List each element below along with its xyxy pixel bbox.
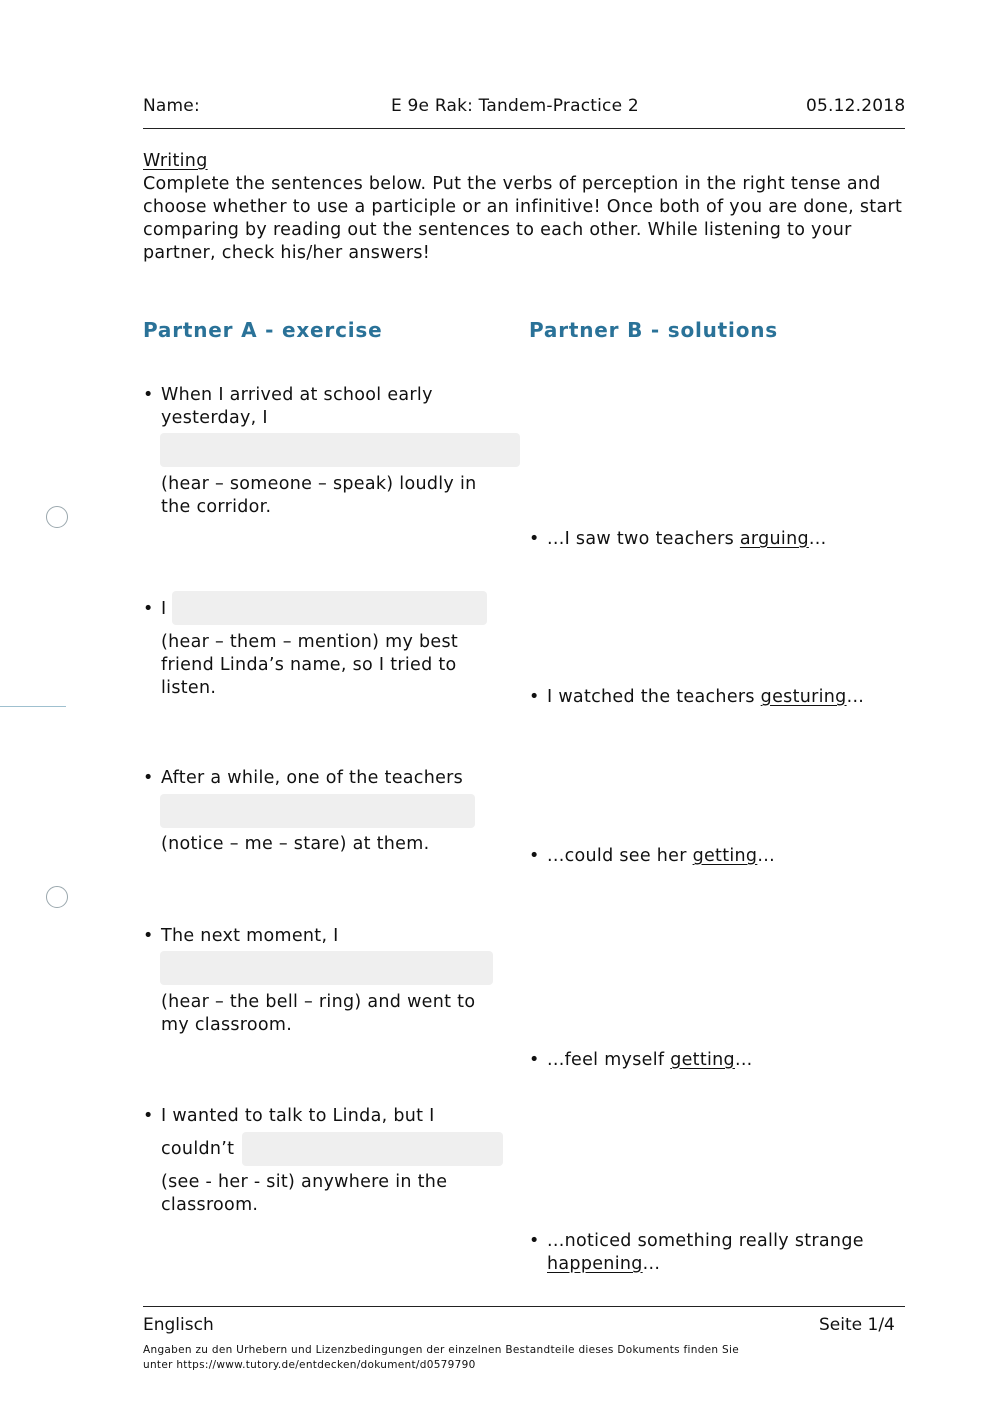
bullet: • [529, 1050, 540, 1070]
footer-attribution: Angaben zu den Urhebern und Lizenzbedingungen der einzelnen Bestandteile dieses Dokuments finden Sie unter https://www.tutory.de/entdecken/dokument/d0579790 [143, 1344, 739, 1371]
bullet: • [143, 1106, 154, 1126]
exercise-lead-line1: I wanted to talk to Linda, but I [161, 1106, 435, 1126]
bullet: • [143, 926, 154, 946]
exercise-lead: The next moment, I [161, 926, 339, 946]
solution-text: ...feel myself getting... [547, 1050, 753, 1070]
footer-page: Seite 1/4 [819, 1315, 895, 1335]
partner-a-heading: Partner A - exercise [143, 318, 383, 342]
bullet: • [143, 768, 154, 788]
fold-mark [0, 706, 66, 707]
exercise-hint: (see - her - sit) anywhere in the classroom. [161, 1172, 448, 1215]
footer-rule [143, 1306, 905, 1307]
exercise-hint: (hear – someone – speak) loudly in the corridor. [161, 474, 477, 517]
exercise-hint: (notice – me – stare) at them. [161, 834, 430, 854]
solution-text: ...I saw two teachers arguing... [547, 529, 827, 549]
answer-blank[interactable] [160, 794, 475, 828]
solution-answer: gesturing [760, 687, 847, 707]
solution-answer: getting [670, 1050, 735, 1070]
solution-text: I watched the teachers gesturing... [547, 687, 865, 707]
bullet: • [143, 385, 154, 405]
exercise-hint: (hear – the bell – ring) and went to my classroom. [161, 992, 476, 1035]
bullet: • [143, 599, 154, 619]
partner-b-heading: Partner B - solutions [529, 318, 778, 342]
exercise-lead-line2: couldn’t [161, 1139, 235, 1159]
punch-hole-mark-top [46, 506, 68, 528]
solution-answer: happening [547, 1254, 643, 1274]
instructions: Complete the sentences below. Put the verbs of perception in the right tense and choose whether to use a participle or an infinitive! Once both of you are done, start comparing by reading out the sentences to each other. While listening to your partner, check his/her answers! [143, 174, 903, 263]
solution-answer: arguing [739, 529, 809, 549]
answer-blank[interactable] [172, 591, 487, 625]
exercise-hint: (hear – them – mention) my best friend Linda’s name, so I tried to listen. [161, 632, 459, 698]
name-label: Name: [143, 96, 200, 116]
exercise-lead: When I arrived at school early yesterday, I [161, 385, 433, 428]
answer-blank[interactable] [160, 951, 493, 985]
answer-blank[interactable] [242, 1132, 503, 1166]
bullet: • [529, 529, 540, 549]
solution-text: ...could see her getting... [547, 846, 775, 866]
solution-text: ...noticed something really strange happening... [547, 1231, 864, 1274]
document-date: 05.12.2018 [806, 96, 906, 116]
section-title: Writing [143, 151, 208, 171]
bullet: • [529, 1231, 540, 1251]
bullet: • [529, 846, 540, 866]
header-rule [143, 128, 905, 129]
punch-hole-mark-bottom [46, 886, 68, 908]
footer-subject: Englisch [143, 1315, 214, 1335]
answer-blank[interactable] [160, 433, 520, 467]
exercise-lead: After a while, one of the teachers [161, 768, 464, 788]
solution-answer: getting [692, 846, 758, 866]
document-title: E 9e Rak: Tandem-Practice 2 [391, 96, 639, 116]
bullet: • [529, 687, 540, 707]
exercise-lead: I [161, 599, 167, 619]
